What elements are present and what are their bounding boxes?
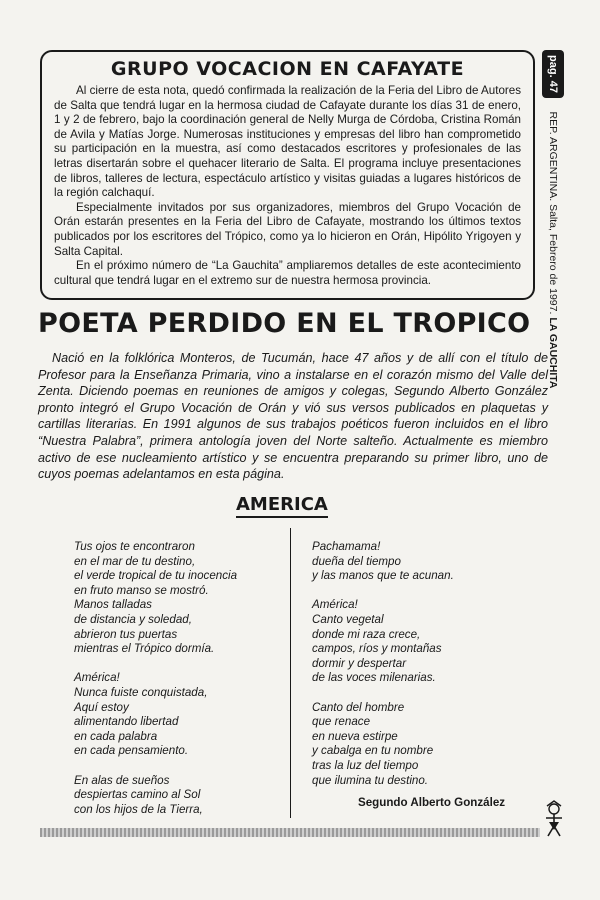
footer-bar [40, 828, 540, 837]
poem-line: Manos talladas [74, 598, 152, 612]
poem-left-column [74, 540, 237, 832]
poem-line: en cada palabra [74, 729, 158, 743]
news-box [40, 50, 535, 300]
poem-line: campos, ríos y montañas [312, 642, 442, 656]
box-paragraph-3: En el próximo número de “La Gauchita” ampliaremos detalles de este acontecimiento cultural que tendrá lugar en el extremo sur de nuestra hermosa provincia. [54, 259, 521, 287]
poem-right-column [312, 540, 454, 803]
poem-line: despiertas camino al Sol [74, 788, 201, 802]
poem-line: Canto vegetal [312, 612, 384, 626]
side-strip [542, 50, 564, 389]
publication-name: LA GAUCHITA [547, 317, 559, 389]
gauchita-mascot-icon [540, 800, 568, 840]
poem-line: abrieron tus puertas [74, 627, 178, 641]
article-intro: Nació en la folklórica Monteros, de Tucumán, hace 47 años y de allí con el título de Profesor para la Enseñanza Primaria, vino a instalarse en el corazón mismo del Valle del Zenta. Diciendo poemas en reuniones de amigos y colegas, Segundo Alberto González pronto integró el Grupo Vocación de Orán y vió sus versos publicados en plaquetas y cartillas literarias. En 1991 algunos de sus trabajos poéticos fueron incluidos en el libro “Nuestra Palabra”, primera antología joven del Norte salteño. Actualmente es miembro activo de ese nucleamiento artístico y se encuentra preparando su primer libro, uno de cuyos poemas adelantamos en esta página. [38, 351, 548, 482]
poem-line: Canto del hombre [312, 700, 405, 714]
poem-line: en el mar de tu destino, [74, 554, 196, 568]
poem-line: donde mi raza crece, [312, 627, 421, 641]
box-paragraph-1: Al cierre de esta nota, quedó confirmada la realización de la Feria del Libro de Autores de Salta que tendrá lugar en la hermosa ciudad de Cafayate durante los días 31 de enero, 1 y 2 de febrero, bajo la coordinación general de Nelly Murga de Córdoba, Cristina Román de Avila y Matías Jorge. Numerosas instituciones y empresas del libro han comprometido su participación en la muestra, así como destacados escritores y profesionales de las letras disertarán sobre el quehacer literario de Salta. El programa incluye presentaciones de libros, talleres de lectura, espectáculo artístico y visitas guiadas a lugares históricos de la región calchaquí. [54, 84, 521, 200]
poem-line: América! [312, 598, 358, 612]
column-divider [290, 528, 291, 818]
box-title: GRUPO VOCACION EN CAFAYATE [110, 58, 465, 80]
poem-line: de las voces milenarias. [312, 671, 436, 685]
issue-location: REP. ARGENTINA. Salta, Febrero de 1997. [547, 111, 559, 315]
poem-line: que ilumina tu destino. [312, 773, 429, 787]
poem-line: y las manos que te acunan. [312, 569, 454, 583]
box-paragraph-2: Especialmente invitados por sus organizadores, miembros del Grupo Vocación de Orán estarán presentes en la Feria del Libro de Cafayate, mostrando los últimos textos publicados por los escritores del Trópico, como ya lo hicieron en Orán, Hipólito Yrigoyen y Salta Capital. [54, 200, 521, 258]
poem-line: el verde tropical de tu inocencia [74, 569, 238, 583]
poem-line: América! [74, 671, 120, 685]
poem-line: dormir y despertar [312, 656, 407, 670]
poem-line: en nueva estirpe [312, 729, 398, 743]
poem-line: en cada pensamiento. [74, 744, 189, 758]
poem-line: de distancia y soledad, [74, 612, 192, 626]
poem-line: dueña del tiempo [312, 554, 401, 568]
poem-line: alimentando libertad [74, 715, 179, 729]
poem-line: tras la luz del tiempo [312, 758, 419, 772]
page-number-tab [542, 50, 564, 98]
poem-line: Nunca fuiste conquistada, [74, 685, 208, 699]
poem-line: y cabalga en tu nombre [312, 744, 434, 758]
poem-stanza [74, 540, 237, 657]
poem-title: AMERICA [236, 494, 328, 518]
poem-line: Aquí estoy [74, 700, 129, 714]
poem-stanza [74, 671, 237, 759]
poem-line: en fruto manso se mostró. [74, 583, 209, 597]
article-headline: POETA PERDIDO EN EL TROPICO [38, 308, 531, 339]
poem-line: que renace [312, 715, 371, 729]
issue-info [547, 112, 559, 389]
poem-stanza [312, 701, 454, 789]
poem-stanza [74, 774, 237, 818]
poem-line: Pachamama! [312, 540, 381, 553]
poem-stanza [312, 598, 454, 686]
poem-line: con los hijos de la Tierra, [74, 802, 203, 816]
poem-line: En alas de sueños [74, 773, 170, 787]
poem-author: Segundo Alberto González [358, 796, 506, 809]
page-number: pag. 47 [547, 55, 559, 93]
poem-line: mientras el Trópico dormía. [74, 642, 215, 656]
poem-line: Tus ojos te encontraron [74, 540, 195, 553]
poem-stanza [312, 540, 454, 584]
